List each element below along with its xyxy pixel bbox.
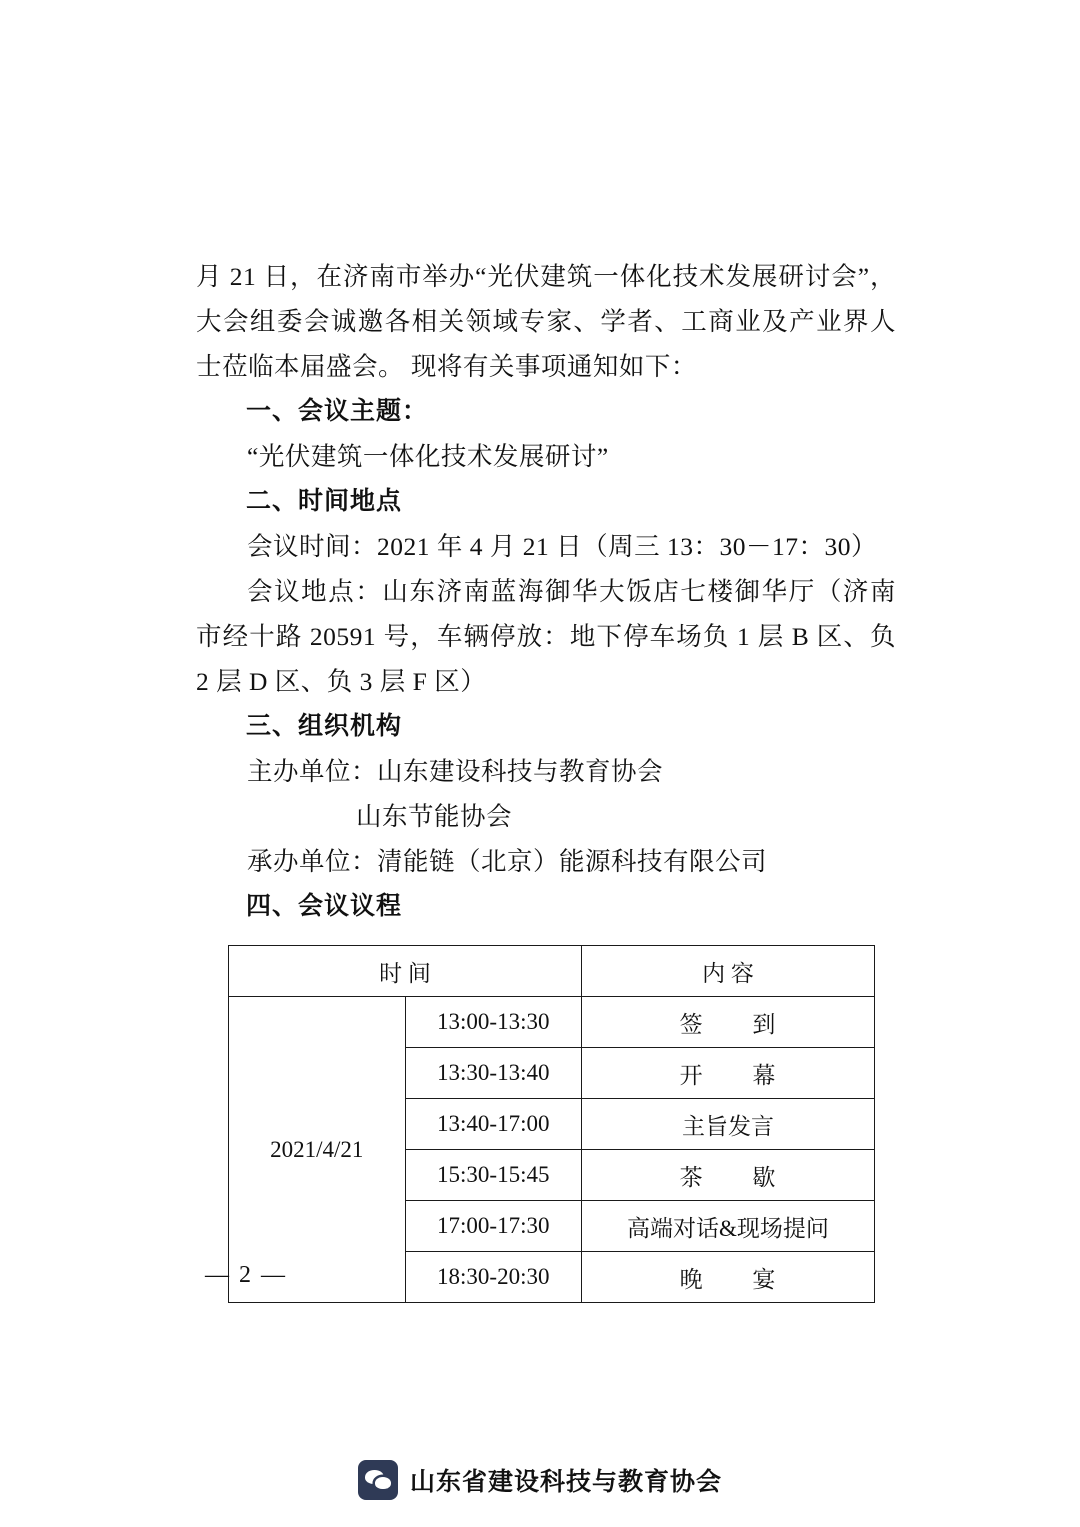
section-2-line-2: 会议地点：山东济南蓝海御华大饭店七楼御华厅（济南市经十路 20591 号，车辆停放：地下停车场负 1 层 B 区、负 2 层 D 区、负 3 层 F 区） [196, 577, 896, 696]
table-cell-content: 晚 宴 [582, 1252, 875, 1303]
table-cell-time: 15:30-15:45 [405, 1150, 582, 1201]
intro-paragraph: 月 21 日，在济南市举办“光伏建筑一体化技术发展研讨会”，大会组委会诚邀各相关领域专家、学者、工商业及产业界人士莅临本届盛会。 现将有关事项通知如下： [196, 262, 896, 381]
table-cell-time: 18:30-20:30 [405, 1252, 582, 1303]
footer [0, 1460, 1080, 1500]
table-cell-time: 13:40-17:00 [405, 1099, 582, 1150]
table-header-content: 内 容 [582, 946, 875, 997]
table-cell-content: 主旨发言 [582, 1099, 875, 1150]
table-header-row [229, 946, 875, 997]
footer-org-name: 山东省建设科技与教育协会 [409, 1468, 722, 1496]
section-heading-1: 一、会议主题： [246, 397, 429, 425]
section-1-line-1: “光伏建筑一体化技术发展研讨” [247, 442, 609, 471]
table-cell-time: 13:30-13:40 [405, 1048, 582, 1099]
table-cell-content: 签 到 [582, 997, 875, 1048]
table-row [229, 997, 875, 1048]
table-cell-content: 茶 歇 [582, 1150, 875, 1201]
wechat-icon [358, 1460, 398, 1500]
agenda-table [228, 945, 875, 1303]
table-cell-time: 13:00-13:30 [405, 997, 582, 1048]
section-2-line-1: 会议时间：2021 年 4 月 21 日（周三 13：30－17：30） [247, 532, 878, 561]
table-cell-content: 高端对话&现场提问 [582, 1201, 875, 1252]
section-heading-3: 三、组织机构 [246, 712, 403, 740]
section-heading-2: 二、时间地点 [246, 487, 403, 515]
table-cell-date: 2021/4/21 [229, 997, 406, 1303]
section-3-line-1: 主办单位：山东建设科技与教育协会 [247, 757, 664, 786]
table-header-time: 时 间 [229, 946, 582, 997]
page-number: — 2 — [205, 1262, 287, 1288]
table-cell-time: 17:00-17:30 [405, 1201, 582, 1252]
section-heading-4: 四、会议议程 [246, 892, 403, 920]
table-cell-content: 开 幕 [582, 1048, 875, 1099]
section-3-line-2: 山东节能协会 [356, 802, 513, 831]
document-body [196, 254, 896, 1303]
section-3-line-3: 承办单位：清能链（北京）能源科技有限公司 [247, 847, 768, 876]
